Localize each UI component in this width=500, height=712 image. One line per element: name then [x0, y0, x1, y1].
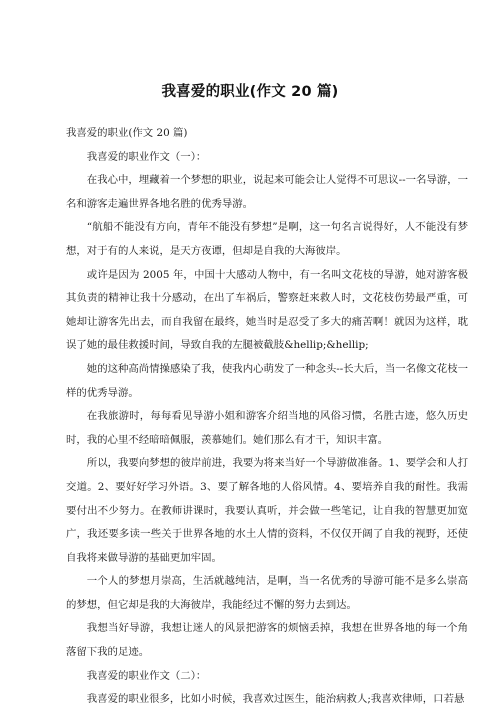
subtitle-line: 我喜爱的职业(作文 20 篇) — [66, 127, 188, 139]
section-heading-1: 我喜爱的职业作文（一）： — [86, 150, 207, 163]
paragraph: “航船不能没有方向，青年不能没有梦想”是啊，这一句名言说得好，人不能没有梦想，对于有的人来说，是天方夜谭，但却是自我的大海彼岸。 — [66, 221, 468, 257]
paragraph: 我喜爱的职业很多，比如小时候，我喜欢过医生，能治病救人;我喜欢律师，口若悬 — [86, 693, 465, 706]
paragraph: 我想当好导游，我想让迷人的风景把游客的烦恼丢掉，我想在世界各地的每一个角落留下我的足迹。 — [66, 622, 468, 659]
paragraph: 她的这种高尚情操感染了我，使我内心萌发了一种念头--长大后，当一名像文花枝一样的优秀导游。 — [66, 362, 468, 399]
paragraph: 在我心中，埋藏着一个梦想的职业，说起来可能会让人觉得不可思议--一名导游，一名和游客走遍世界各地名胜的优秀导游。 — [66, 174, 468, 210]
document-title: 我喜爱的职业(作文 20 篇) — [161, 84, 339, 100]
paragraph: 在我旅游时，每每看见导游小姐和游客介绍当地的风俗习惯，名胜古迹，悠久历史时，我的心里不经暗暗佩服，羡慕她们。她们那么有才干，知识丰富。 — [66, 410, 468, 446]
paragraph: 或许是因为 2005 年，中国十大感动人物中，有一名叫文花枝的导游，她对游客极其负责的精神让我十分感动，在出了车祸后，警察赶来救人时，文花枝伤势最严重，可她却让游客先出去，而自我留在最终，她当时是忍受了多大的痛苦啊！就因为这样，耽误了她的最佳救援时间，导致自我的左腿被截肢&hellip;&hellip; — [66, 268, 468, 352]
section-heading-2: 我喜爱的职业作文（二）： — [86, 669, 207, 682]
paragraph: 所以，我要向梦想的彼岸前进，我要为将来当好一个导游做准备。1、要学会和人打交道。2、要好好学习外语。3、要了解各地的人俗风情。4、要培养自我的耐性。我需要付出不少努力。在教师讲课时，我要认真听，并会做一些笔记，让自我的智慧更加宽广，我还要多读一些关于世界各地的水土人情的资料，不仅仅开阔了自我的视野，还使自我将来做导游的基础更加牢固。 — [66, 457, 468, 564]
document-body — [66, 122, 468, 712]
paragraph: 一个人的梦想月崇高，生活就越纯洁，是啊，当一名优秀的导游可能不是多么崇高的梦想，但它却是我的大海彼岸，我能经过不懈的努力去到达。 — [66, 575, 468, 611]
